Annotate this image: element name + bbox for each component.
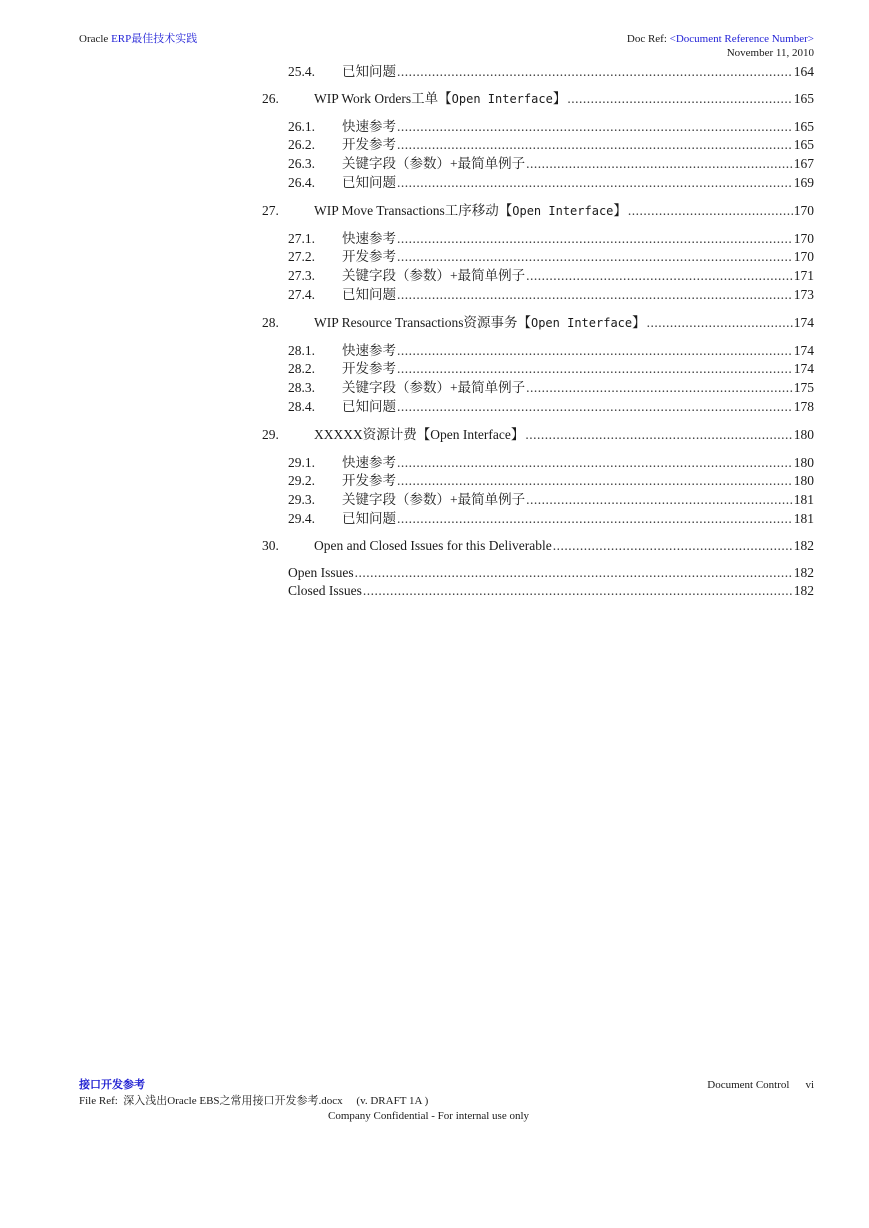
toc-number: 29.1. [288,455,315,470]
toc-number: 26.2. [288,137,315,152]
toc-title: 快速参考 [342,343,396,358]
toc-page: 180 [793,473,814,488]
toc-title: Closed Issues [288,583,362,598]
footer-file-ref: File Ref: 深入浅出Oracle EBS之常用接口开发参考.docx (v. DRAFT 1A ) [79,1095,429,1107]
toc-entry[interactable] [288,119,814,135]
toc-leader [526,268,793,284]
toc-number: 27.4. [288,287,315,302]
toc-leader [526,492,793,508]
toc-number: 30. [262,538,279,553]
toc-title-close: 】 [552,91,567,106]
toc-entry[interactable] [288,511,814,527]
toc-title: 已知问题 [342,399,396,414]
toc-number: 28.4. [288,399,315,414]
toc-page: 174 [793,343,814,358]
toc-entry[interactable] [288,473,814,489]
toc-number: 28.1. [288,343,315,358]
toc-number: 27.2. [288,249,315,264]
footer-section: Document Control [707,1079,790,1091]
toc-title-text: WIP Resource Transactions资源事务【 [314,315,531,330]
toc-entry[interactable] [288,64,814,80]
toc-number: 29. [262,427,279,442]
toc-title-mono: Open Interface [512,204,614,218]
toc-title-close: 】 [632,315,646,330]
toc-page: 169 [793,175,814,190]
header-date: November 11, 2010 [726,47,814,59]
doc-ref-value[interactable]: <Document Reference Number> [669,33,814,45]
toc-entry[interactable] [288,249,814,265]
toc-title-close: 】 [613,203,627,218]
toc-title: 开发参考 [342,473,396,488]
toc-entry[interactable] [288,343,814,359]
toc-number: 28. [262,315,279,330]
toc-leader [397,119,793,135]
toc-leader [397,361,793,377]
toc-number: 29.3. [288,492,315,507]
toc-title: 已知问题 [342,175,396,190]
toc-entry[interactable] [288,287,814,303]
toc-number: 26.4. [288,175,315,190]
footer-confidential: Company Confidential - For internal use only [328,1110,530,1122]
toc-title: Open and Closed Issues for this Deliverable [314,538,552,553]
toc-page: 170 [793,249,814,264]
toc-entry[interactable] [262,203,814,219]
toc-leader [355,565,793,581]
toc-page: 178 [793,399,814,414]
toc-number: 29.2. [288,473,315,488]
toc-number: 28.2. [288,361,315,376]
toc-leader [397,343,793,359]
toc-leader [397,231,793,247]
toc-title [314,91,566,107]
header-brand-prefix: Oracle [79,33,112,45]
toc-leader [526,380,793,396]
doc-ref-label: Doc Ref: [626,33,670,45]
toc-title: 快速参考 [342,119,396,134]
toc-entry[interactable] [288,175,814,191]
toc-page: 170 [793,203,814,218]
toc-entry[interactable] [288,231,814,247]
toc-number: 26.3. [288,156,315,171]
toc-title [314,203,627,219]
toc-page: 180 [793,455,814,470]
toc-title: 开发参考 [342,137,396,152]
toc-number: 25.4. [288,64,315,79]
toc-page: 167 [793,156,814,171]
toc-leader [397,287,793,303]
toc-number: 26.1. [288,119,315,134]
toc-page: 173 [793,287,814,302]
footer-page-number: vi [805,1079,814,1091]
toc-leader [567,91,792,107]
footer-page-info [707,1079,814,1092]
toc-leader [647,315,793,331]
toc-entry[interactable] [262,427,814,443]
toc-page: 170 [793,231,814,246]
toc-number: 27.3. [288,268,315,283]
toc-leader [397,175,793,191]
toc-page: 165 [793,137,814,152]
toc-title: 关键字段（参数）+最简单例子 [342,380,526,395]
toc-page: 174 [793,315,814,330]
toc-title: 已知问题 [342,64,396,79]
toc-leader [363,583,793,599]
toc-title: Open Issues [288,565,354,580]
toc-leader [397,455,793,471]
toc-entry[interactable] [288,399,814,415]
toc-entry[interactable] [288,361,814,377]
toc-leader [397,399,793,415]
toc-page: 181 [793,492,814,507]
toc-leader [397,473,793,489]
toc-title: 开发参考 [342,361,396,376]
toc-entry[interactable] [262,538,814,554]
toc-title: 快速参考 [342,231,396,246]
toc-entry[interactable] [288,137,814,153]
toc-title-mono: Open Interface [451,92,553,106]
toc-entry[interactable] [288,492,814,508]
toc-number: 26. [262,91,279,106]
toc-title: 已知问题 [342,511,396,526]
toc-number: 27. [262,203,279,218]
toc-title: 关键字段（参数）+最简单例子 [342,268,526,283]
toc-title-mono: Open Interface [530,316,633,330]
toc-title-text: WIP Move Transactions工序移动【 [314,203,513,218]
toc-entry[interactable] [288,156,814,172]
toc-leader [397,137,793,153]
toc-title: 关键字段（参数）+最简单例子 [342,156,526,171]
toc-leader [397,249,793,265]
toc-title-text: WIP Work Orders工单【 [314,91,452,106]
toc-leader [628,203,793,219]
toc-entry[interactable] [288,380,814,396]
toc-title [314,315,646,331]
toc-page: 165 [793,119,814,134]
toc-page: 180 [793,427,814,442]
toc-number: 28.3. [288,380,315,395]
toc-leader [553,538,793,554]
header-brand-link[interactable]: ERP最佳技术实践 [111,33,198,45]
toc-page: 164 [793,64,814,79]
toc-page: 171 [793,268,814,283]
toc-leader [526,156,793,172]
toc-title: 快速参考 [342,455,396,470]
footer-title: 接口开发参考 [79,1079,145,1091]
toc-page: 182 [793,583,814,598]
toc-title: 开发参考 [342,249,396,264]
header-brand [79,33,197,46]
toc-leader [397,511,793,527]
toc-number: 29.4. [288,511,315,526]
toc-page: 175 [793,380,814,395]
toc-title: XXXXX资源计费【Open Interface】 [314,427,525,442]
toc-page: 182 [793,538,814,553]
toc-page: 182 [793,565,814,580]
toc-entry[interactable] [288,455,814,471]
toc-number: 27.1. [288,231,315,246]
toc-entry[interactable] [262,91,814,107]
header-doc-ref [627,33,814,46]
toc-page: 174 [793,361,814,376]
toc-title: 已知问题 [342,287,396,302]
toc-entry[interactable] [288,583,814,599]
toc-page: 181 [793,511,814,526]
toc-page: 165 [793,91,814,106]
toc-entry[interactable] [262,315,814,331]
toc-leader [525,427,792,443]
toc-entry[interactable] [288,268,814,284]
toc-title: 关键字段（参数）+最简单例子 [342,492,526,507]
toc-leader [397,64,793,80]
toc-entry[interactable] [288,565,814,581]
